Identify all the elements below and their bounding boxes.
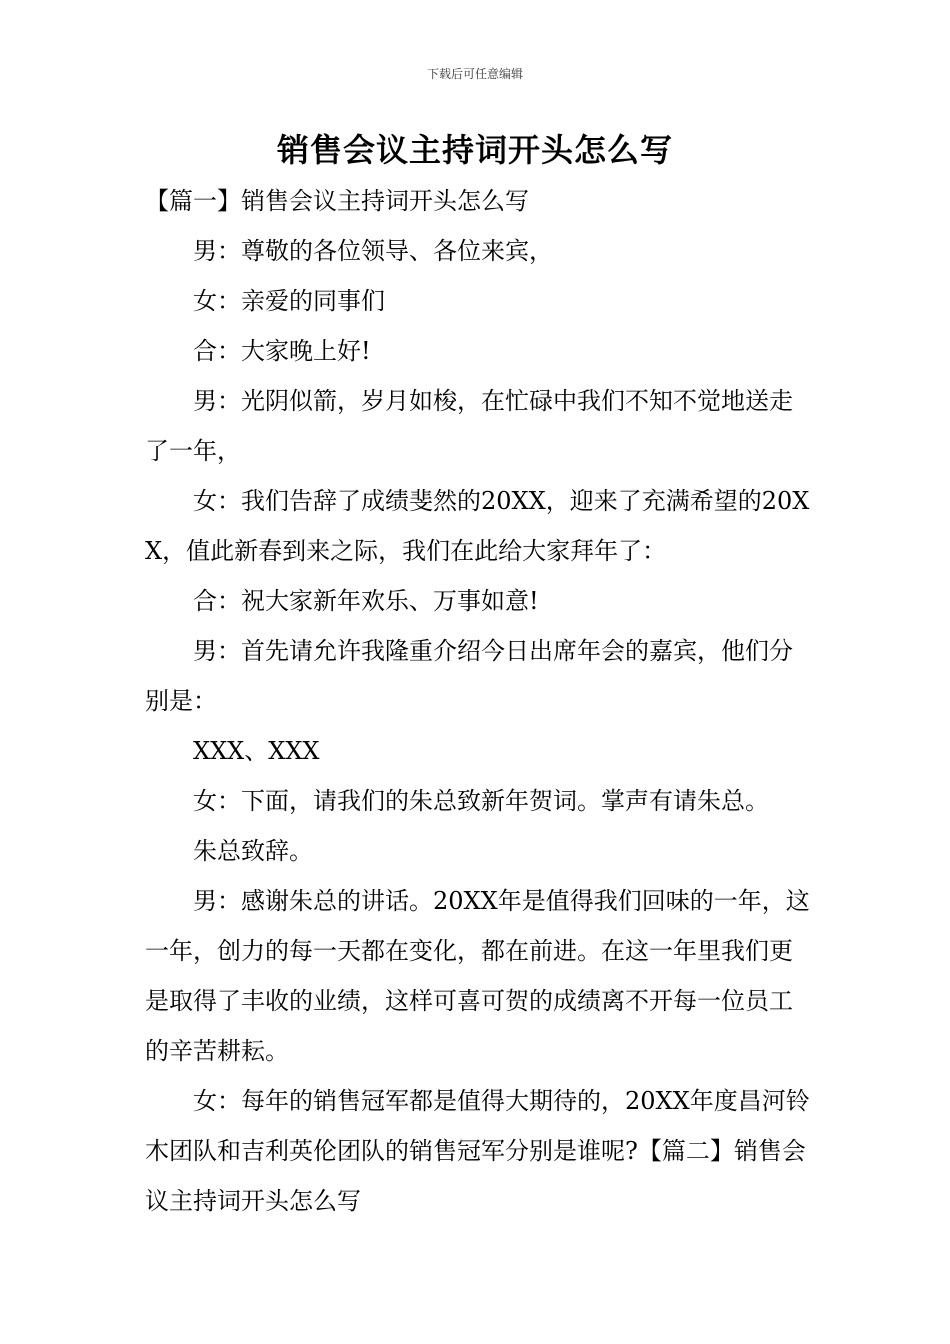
paragraph: 女：亲爱的同事们 xyxy=(193,287,385,315)
paragraph: XXX、XXX xyxy=(193,737,320,765)
paragraph: 女：下面，请我们的朱总致新年贺词。掌声有请朱总。 xyxy=(193,787,769,815)
paragraph: 男：首先请允许我隆重介绍今日出席年会的嘉宾，他们分别是： xyxy=(145,637,793,715)
paragraph: 朱总致辞。 xyxy=(193,837,313,865)
paragraph: 男：感谢朱总的讲话。20XX年是值得我们回味的一年，这一年，创力的每一天都在变化，都在前进。在这一年里我们更是取得了丰收的业绩，这样可喜可贺的成绩离不开每一位员工的辛苦耕耘。 xyxy=(145,887,810,1065)
page-header-note: 下载后可任意编辑 xyxy=(426,67,523,81)
paragraph: 男：尊敬的各位领导、各位来宾， xyxy=(193,237,553,265)
paragraph: 合：大家晚上好! xyxy=(193,337,371,365)
paragraph: 男：光阴似箭，岁月如梭，在忙碌中我们不知不觉地送走了一年， xyxy=(145,387,793,465)
document-body xyxy=(145,176,815,1226)
paragraph: 合：祝大家新年欢乐、万事如意! xyxy=(193,587,539,615)
paragraph: 女：每年的销售冠军都是值得大期待的，20XX年度昌河铃木团队和吉利英伦团队的销售冠军分别是谁呢?【篇二】销售会议主持词开头怎么写 xyxy=(145,1087,810,1215)
document-title: 销售会议主持词开头怎么写 xyxy=(276,131,673,169)
section-heading: 【篇一】销售会议主持词开头怎么写 xyxy=(145,187,529,215)
paragraph: 女：我们告辞了成绩斐然的20XX，迎来了充满希望的20XX，值此新春到来之际，我们在此给大家拜年了： xyxy=(145,487,810,565)
